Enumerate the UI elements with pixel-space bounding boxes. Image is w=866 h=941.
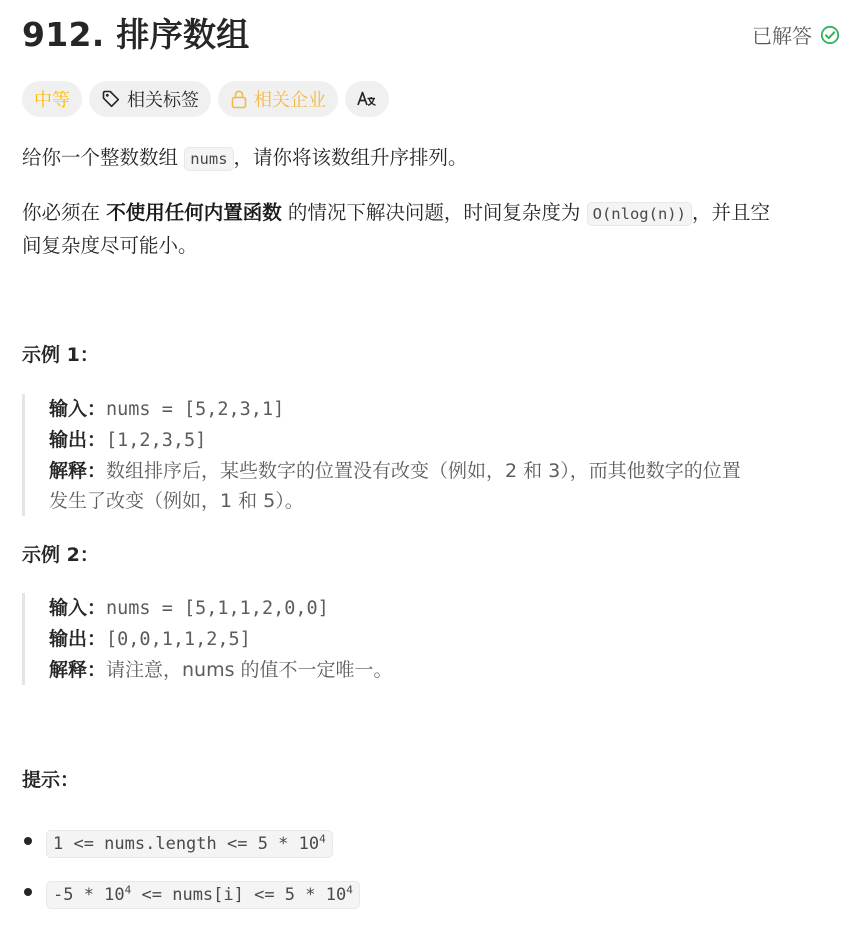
- input-value: nums = [5,1,1,2,0,0]: [106, 598, 329, 619]
- example-2-explanation: [49, 655, 842, 685]
- inline-code-complexity: O(nlog(n)): [587, 202, 692, 226]
- constraint-text: <= nums[i] <= 5 * 10: [131, 884, 347, 905]
- example-1-input: [49, 394, 842, 425]
- description-paragraph-2: [22, 197, 842, 261]
- example-1-block: [22, 394, 842, 516]
- constraint-code: [46, 830, 333, 858]
- translate-icon: [356, 89, 378, 109]
- input-value: nums = [5,2,3,1]: [106, 399, 285, 420]
- example-2-input: [49, 593, 842, 624]
- description-text: ，请你将该数组升序排列。: [233, 146, 468, 169]
- translate-button[interactable]: [345, 81, 389, 117]
- example-2-block: [22, 593, 842, 685]
- constraint-exponent: 4: [346, 882, 353, 896]
- bold-requirement: 不使用任何内置函数: [106, 201, 282, 224]
- explanation-label: 解释：: [49, 659, 107, 681]
- constraint-code: [46, 881, 360, 909]
- related-topics-button[interactable]: [89, 81, 211, 117]
- related-companies-label: 相关企业: [254, 90, 326, 111]
- explanation-text: 请注意，nums 的值不一定唯一。: [106, 659, 393, 681]
- lock-icon: [230, 89, 248, 109]
- output-value: [1,2,3,5]: [106, 430, 207, 451]
- description-text: 间复杂度尽可能小。: [22, 234, 198, 257]
- example-1-heading: 示例 1：: [22, 344, 99, 366]
- input-label: 输入：: [49, 597, 107, 619]
- output-value: [0,0,1,1,2,5]: [106, 629, 251, 650]
- description-text: ，并且空: [691, 201, 770, 224]
- inline-code-nums: nums: [184, 147, 233, 171]
- constraint-exponent: 4: [124, 882, 132, 896]
- description-paragraph-1: [22, 142, 468, 175]
- description-text: 你必须在: [22, 201, 107, 224]
- constraints-list: [22, 818, 360, 920]
- solved-status: [752, 20, 840, 49]
- description-text: 给你一个整数数组: [22, 146, 185, 169]
- example-1-explanation-cont: 发生了改变（例如，1 和 5）。: [49, 490, 304, 512]
- problem-title: 912. 排序数组: [22, 15, 250, 54]
- constraint-item: [22, 818, 360, 869]
- tag-icon: [101, 89, 121, 109]
- output-label: 输出：: [49, 429, 107, 451]
- explanation-text: 数组排序后，某些数字的位置没有改变（例如，2 和 3），而其他数字的位置: [106, 460, 741, 482]
- example-2-heading: 示例 2：: [22, 544, 99, 566]
- constraint-text: 1 <= nums.length <= 5 * 10: [53, 833, 320, 854]
- solved-status-label: 已解答: [752, 24, 812, 48]
- example-2-output: [49, 624, 842, 655]
- related-companies-button[interactable]: [218, 81, 338, 117]
- tag-row: [22, 81, 389, 117]
- constraints-heading: 提示：: [22, 769, 80, 791]
- constraint-item: [22, 869, 360, 920]
- constraint-text: -5 * 10: [53, 884, 125, 905]
- constraint-exponent: 4: [319, 831, 326, 845]
- explanation-label: 解释：: [49, 460, 107, 482]
- description-text: 的情况下解决问题，时间复杂度为: [281, 201, 587, 224]
- example-1-explanation: [49, 456, 842, 486]
- input-label: 输入：: [49, 398, 107, 420]
- check-circle-icon: [820, 25, 840, 45]
- example-1-output: [49, 425, 842, 456]
- difficulty-badge[interactable]: 中等: [22, 81, 82, 117]
- output-label: 输出：: [49, 628, 107, 650]
- related-topics-label: 相关标签: [127, 90, 199, 111]
